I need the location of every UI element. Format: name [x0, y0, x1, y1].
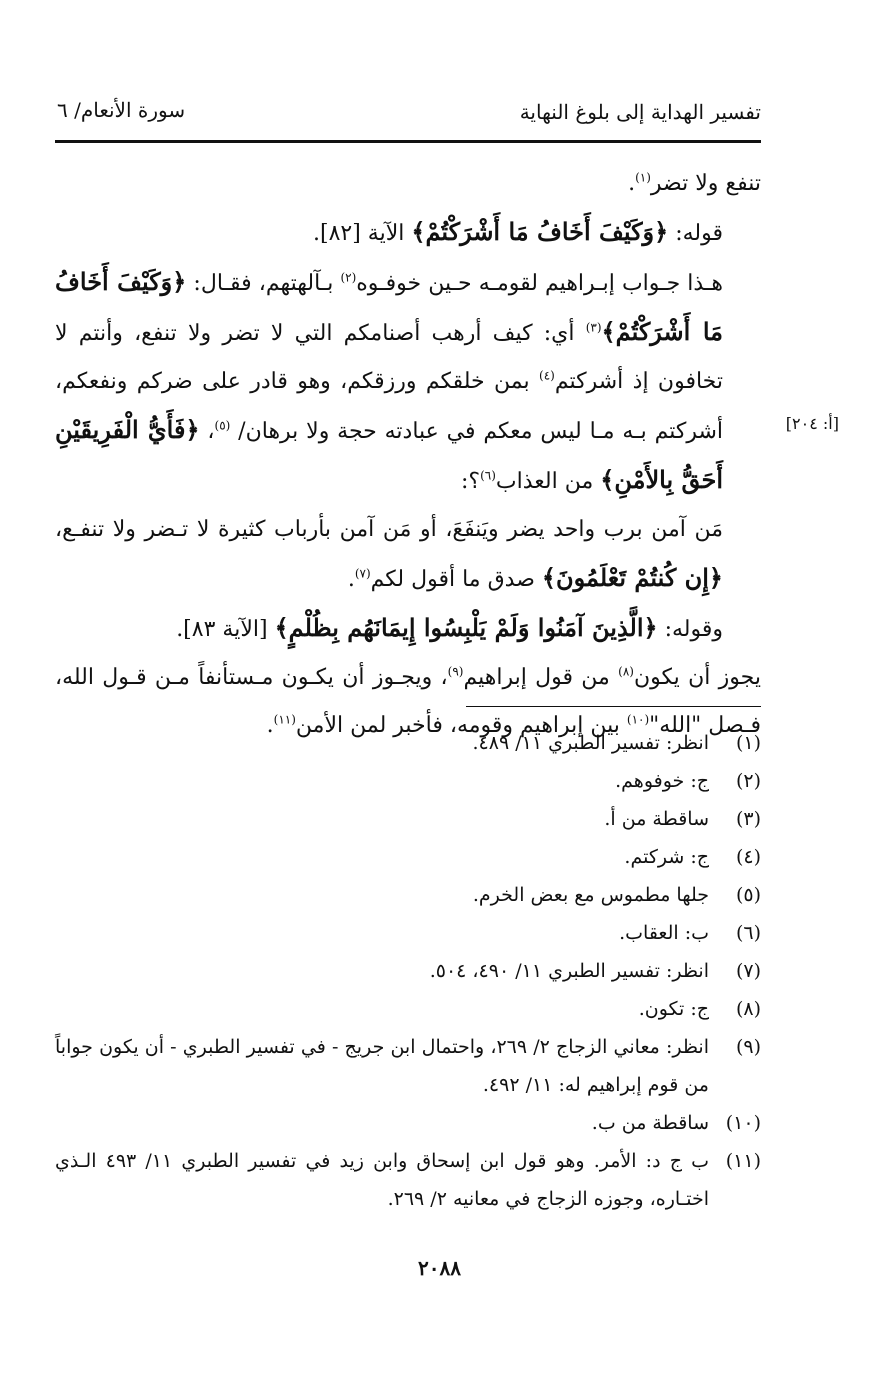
- text-span: ،: [199, 419, 215, 444]
- footnote: [55, 724, 761, 762]
- text-span: أي: كيف أرهب أصنامكم التي لا تضر ولا تنفع، وأنتم لا تخافون إذ أشركتم: [55, 321, 723, 394]
- footnote-text: ب: العقاب.: [619, 922, 709, 944]
- footnote-number: (٧): [735, 960, 761, 982]
- footnote: [55, 838, 761, 876]
- text-line: [55, 160, 761, 208]
- footnote-text: جلها مطموس مع بعض الخرم.: [472, 884, 709, 906]
- verse-heading: [55, 604, 761, 654]
- footnote-number: (٦): [735, 922, 761, 944]
- footnote: [55, 876, 761, 914]
- footnote: [55, 762, 761, 800]
- footnote-number: (٥): [735, 884, 761, 906]
- footnote-text: انظر: تفسير الطبري ١١/ ٤٨٩.: [472, 732, 709, 754]
- footnote: [55, 952, 761, 990]
- footnote: [55, 914, 761, 952]
- footnote: [55, 1104, 761, 1142]
- text-span: من قول إبراهيم: [463, 665, 619, 690]
- footnote-number: (٩): [735, 1036, 761, 1058]
- text-span: مَن آمن برب واحد يضر ويَنفَعَ، أو مَن آمن بأرباب كثيرة لا تـضر ولا تنفـع،: [55, 517, 723, 542]
- footnote-marker: (٤): [539, 368, 555, 383]
- text-span: وقوله:: [657, 617, 723, 642]
- text-span: هـذا جـواب إبـراهيم لقومـه حـين خوفـوه: [356, 271, 723, 296]
- footnote-marker: (٢): [340, 270, 357, 285]
- verse-heading: [55, 208, 761, 258]
- quran-quote: ﴿وَكَيْفَ أَخَافُ مَا أَشْرَكْتُمْ﴾: [411, 217, 669, 246]
- quran-quote: ﴿وَكَيْفَ أَخَافُ مَا أَشْرَكْتُمْ﴾: [55, 267, 723, 346]
- footnote-text: ب ج د: الأمر. وهو قول ابن إسحاق وابن زيد في تفسير الطبري ١١/ ٤٩٣ الـذي اختـاره، وجوزه الزجاج في معانيه ٢/ ٢٦٩.: [55, 1150, 709, 1210]
- footnote-number: (٣): [735, 808, 761, 830]
- footnote-number: (٤): [735, 846, 761, 868]
- footnote-text: ج: شركتم.: [624, 846, 709, 868]
- header-divider: [55, 140, 761, 143]
- footnote-marker: (٩): [447, 664, 464, 679]
- text-span: بين إبراهيم وقومه، فأخبر لمن الأمن: [295, 713, 627, 738]
- footnote-number: (٨): [735, 998, 761, 1020]
- surah-title: سورة الأنعام/ ٦: [57, 98, 186, 122]
- footnote-marker: (٥): [214, 418, 231, 433]
- footnote-marker: (٧): [354, 566, 371, 581]
- manuscript-folio-reference: [أ: ٢٠٤]: [785, 414, 839, 433]
- footnote-number: (١): [735, 732, 761, 754]
- text-span: ، ويجـوز أن يكـون مـستأنفاً مـن قـول الله، فـصل "الله": [55, 665, 761, 738]
- page-number: ٢٠٨٨: [418, 1256, 461, 1280]
- book-title: تفسير الهداية إلى بلوغ النهاية: [519, 100, 761, 124]
- footnote-text: ساقطة من ب.: [591, 1112, 709, 1134]
- footnote-text: ج: خوفوهم.: [615, 770, 709, 792]
- text-span: الآية [٨٢].: [313, 221, 412, 246]
- footnotes: [55, 724, 761, 1218]
- text-span: يجوز أن يكون: [633, 665, 761, 690]
- text-span: .: [347, 567, 355, 592]
- footnote-text: ساقطة من أ.: [604, 808, 709, 830]
- quran-quote: ﴿فَأَيُّ الْفَرِيقَيْنِ أَحَقُّ بِالأَمْنِ﴾: [55, 415, 723, 494]
- text-span: صدق ما أقول لكم: [370, 567, 542, 592]
- footnote-marker: (٦): [480, 468, 496, 483]
- footnote-marker: (١١): [273, 712, 296, 727]
- footnote-text: انظر: تفسير الطبري ١١/ ٤٩٠، ٥٠٤.: [429, 960, 709, 982]
- paragraph: [55, 258, 761, 506]
- footnote-marker: (١٠): [626, 712, 650, 727]
- footnote: [55, 800, 761, 838]
- footnote-text: ج: تكون.: [638, 998, 709, 1020]
- text-span: بـآلهتهم، فقـال:: [186, 271, 341, 296]
- footnote-marker: (١): [635, 170, 651, 185]
- footnote-number: (١٠): [725, 1112, 761, 1134]
- text-span: ؟:: [461, 469, 481, 494]
- footnote-number: (١١): [725, 1150, 761, 1172]
- paragraph: [55, 506, 761, 604]
- footnote-marker: (٣): [585, 320, 602, 335]
- text-span: .: [266, 713, 274, 738]
- quran-quote: ﴿الَّذِينَ آمَنُوا وَلَمْ يَلْبِسُوا إِيمَانَهُم بِظُلْمٍ﴾: [274, 613, 658, 642]
- main-text: [55, 160, 761, 750]
- text-span: بمن خلقكم ورزقكم، وهو قادر على ضركم ونفعكم، أشركتم بـه مـا ليس معكم في عبادته حجة ولا برهان/: [55, 369, 724, 444]
- footnote-number: (٢): [735, 770, 761, 792]
- footnote-text: انظر: معاني الزجاج ٢/ ٢٦٩، واحتمال ابن جريج - في تفسير الطبري - أن يكون جواباً من قوم إبراهيم له: ١١/ ٤٩٢.: [55, 1036, 709, 1096]
- text-span: من العذاب: [495, 469, 601, 494]
- footnote-marker: (٨): [618, 664, 634, 679]
- footnote-divider: [466, 706, 761, 707]
- footnote: [55, 1142, 761, 1218]
- text-span: .: [628, 171, 636, 196]
- quran-quote: ﴿إِن كُنتُمْ تَعْلَمُونَ﴾: [541, 563, 723, 592]
- footnote: [55, 990, 761, 1028]
- text-span: تنفع ولا تضر: [650, 171, 761, 196]
- text-span: [الآية ٨٣].: [176, 617, 275, 642]
- text-span: قوله:: [668, 221, 723, 246]
- footnote: [55, 1028, 761, 1104]
